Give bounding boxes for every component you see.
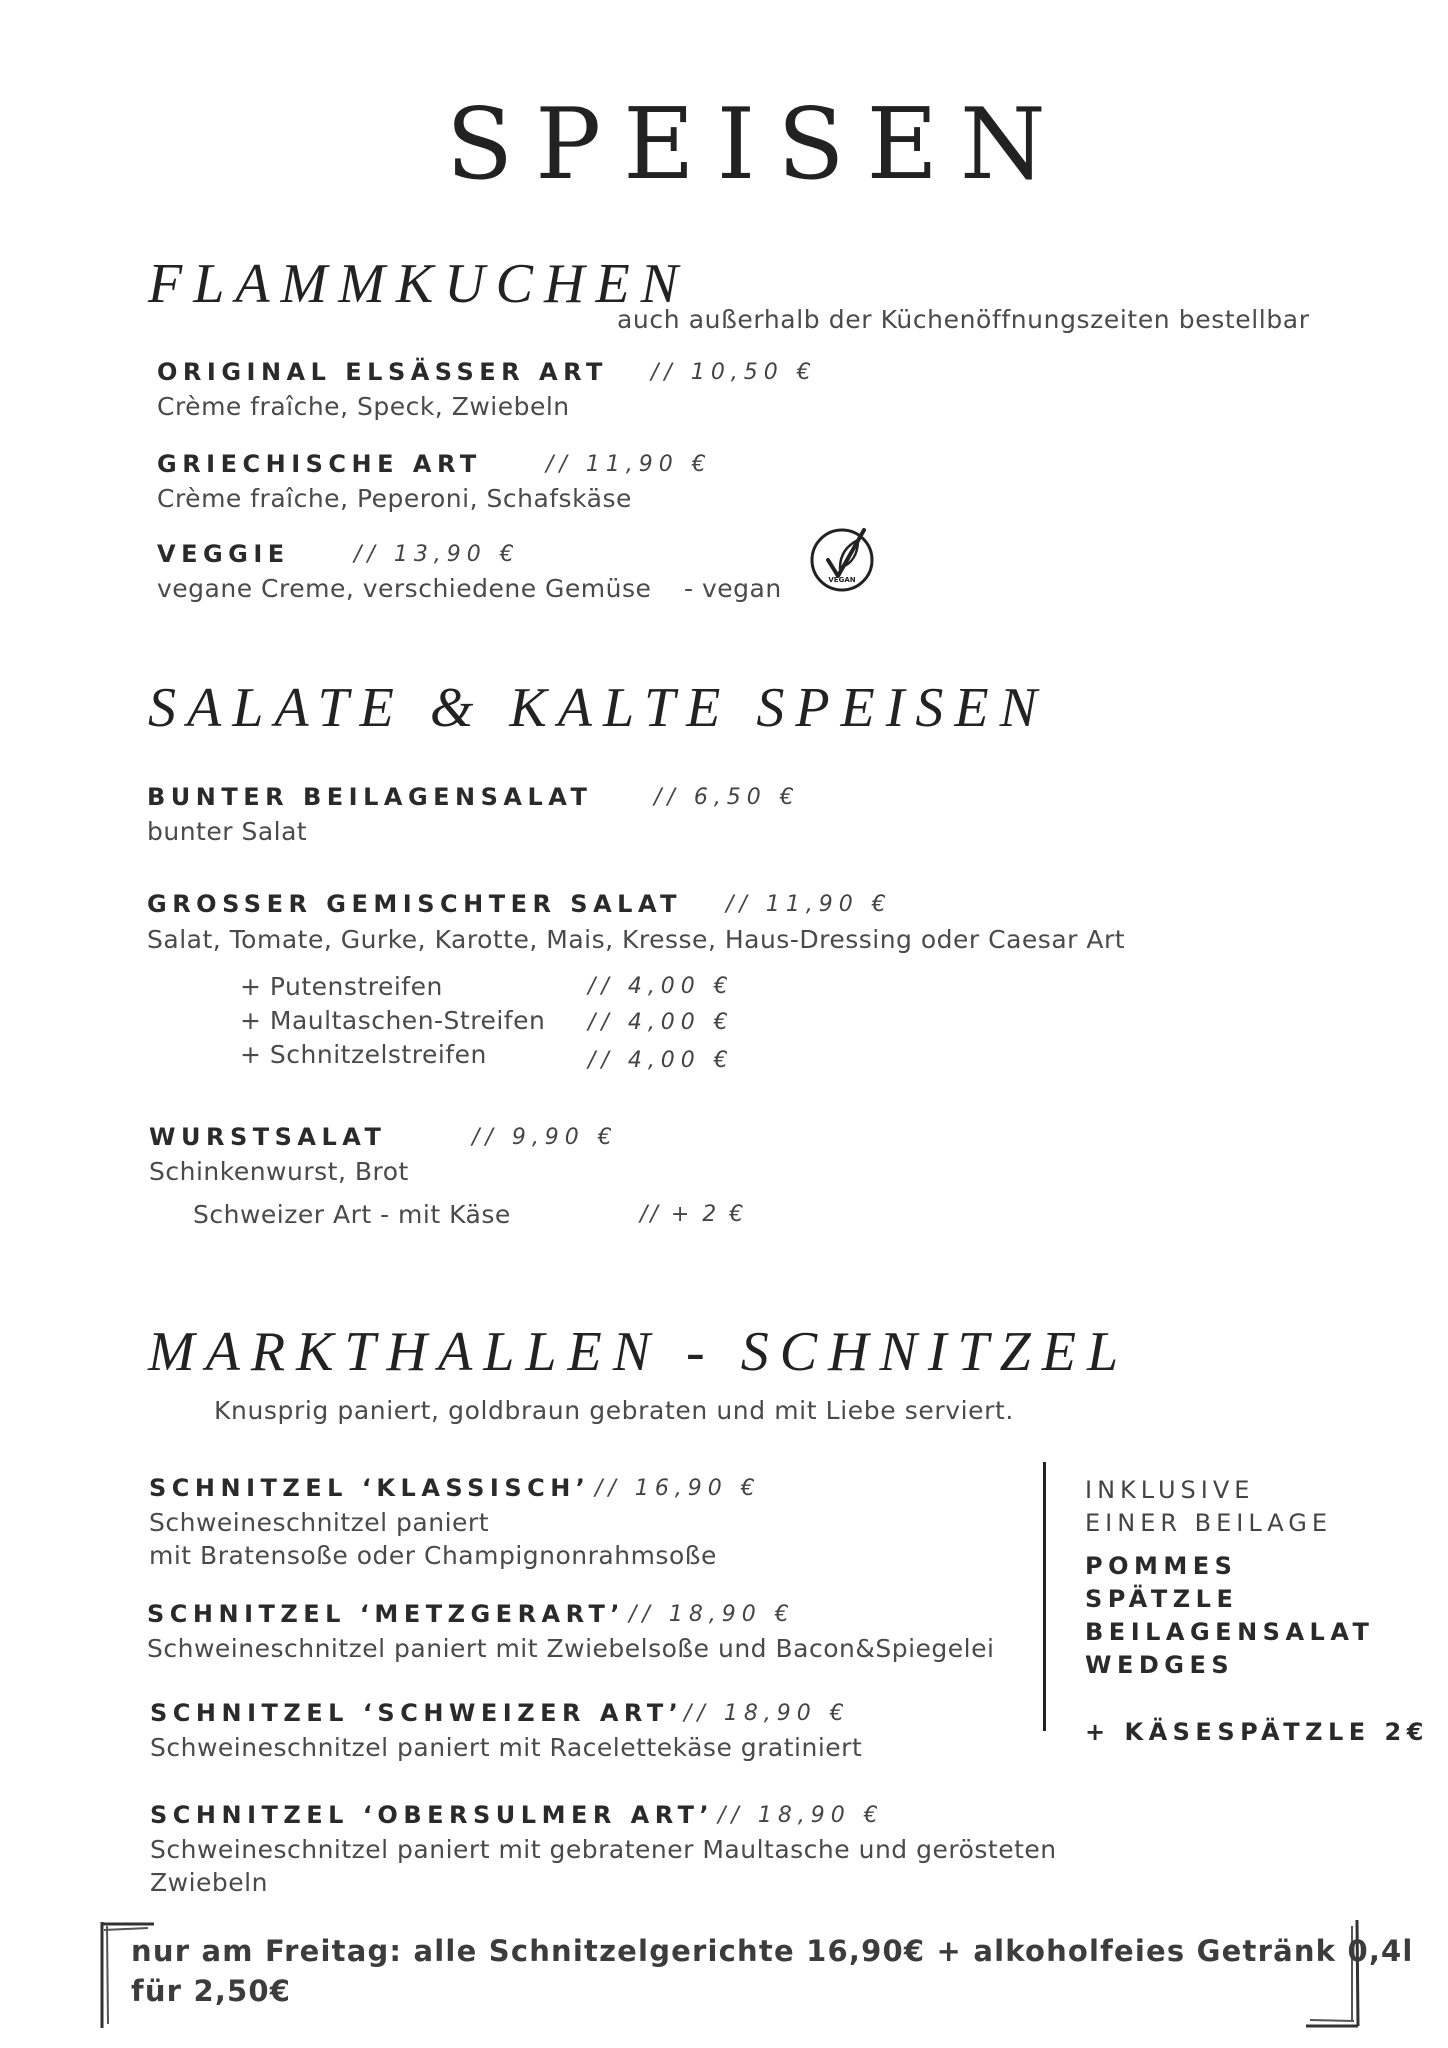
section-heading-flammkuchen: FLAMMKUCHEN xyxy=(148,253,689,315)
side-option: POMMES xyxy=(1085,1552,1238,1580)
extra-price: // 4,00 € xyxy=(588,1048,734,1073)
item-price: // 16,90 € xyxy=(595,1476,761,1501)
item-description: Schweineschnitzel paniert mit Racelettekäse gratiniert xyxy=(150,1733,863,1762)
vegan-tag: - vegan xyxy=(684,574,782,603)
item-description: Zwiebeln xyxy=(150,1868,268,1897)
side-inclusive-label: INKLUSIVE xyxy=(1085,1476,1255,1504)
item-description: Schweineschnitzel paniert mit gebratener Maultasche und gerösteten xyxy=(150,1835,1057,1864)
item-name: GROSSER GEMISCHTER SALAT xyxy=(147,890,683,918)
item-name: WURSTSALAT xyxy=(149,1123,387,1151)
side-divider xyxy=(1043,1462,1046,1731)
item-name: SCHNITZEL ‘OBERSULMER ART’ xyxy=(150,1801,715,1829)
item-price: // 11,90 € xyxy=(546,452,712,477)
extra-label: + Maultaschen-Streifen xyxy=(240,1006,546,1035)
option-label: Schweizer Art - mit Käse xyxy=(193,1200,511,1229)
page-title: SPEISEN xyxy=(446,88,1068,202)
item-price: // 10,50 € xyxy=(651,360,817,385)
item-price: // 11,90 € xyxy=(726,892,892,917)
item-description: Crème fraîche, Peperoni, Schafskäse xyxy=(157,484,632,513)
item-name: BUNTER BEILAGENSALAT xyxy=(147,783,593,811)
section-heading-salate: SALATE & KALTE SPEISEN xyxy=(148,677,1048,739)
side-extra: + KÄSESPÄTZLE 2€ xyxy=(1085,1718,1429,1746)
item-description: mit Bratensoße oder Champignonrahmsoße xyxy=(149,1541,717,1570)
footer-offer-line1: nur am Freitag: alle Schnitzelgerichte 16,90€ + alkoholfeies Getränk 0,4l xyxy=(131,1934,1414,1968)
extra-label: + Putenstreifen xyxy=(240,972,443,1001)
item-price: // 18,90 € xyxy=(629,1602,795,1627)
side-option: SPÄTZLE xyxy=(1085,1585,1239,1613)
item-price: // 18,90 € xyxy=(718,1803,884,1828)
extra-label: + Schnitzelstreifen xyxy=(240,1040,487,1069)
item-description: Schinkenwurst, Brot xyxy=(149,1157,409,1186)
side-option: WEDGES xyxy=(1085,1651,1235,1679)
item-price: // 9,90 € xyxy=(472,1125,618,1150)
section-heading-schnitzel: MARKTHALLEN - SCHNITZEL xyxy=(148,1321,1130,1383)
item-description: Schweineschnitzel paniert mit Zwiebelsoße und Bacon&Spiegelei xyxy=(147,1634,995,1663)
item-name: SCHNITZEL ‘METZGERART’ xyxy=(147,1600,626,1628)
side-beilage-label: EINER BEILAGE xyxy=(1085,1509,1333,1537)
svg-text:VEGAN: VEGAN xyxy=(828,576,856,584)
schnitzel-note: Knusprig paniert, goldbraun gebraten und mit Liebe serviert. xyxy=(214,1396,1014,1425)
footer-offer-line2: für 2,50€ xyxy=(131,1974,292,2008)
item-description: Schweineschnitzel paniert xyxy=(149,1508,490,1537)
item-price: // 13,90 € xyxy=(354,542,520,567)
item-price: // 6,50 € xyxy=(654,785,800,810)
item-name: ORIGINAL ELSÄSSER ART xyxy=(157,358,608,386)
item-description: Crème fraîche, Speck, Zwiebeln xyxy=(157,392,570,421)
extra-price: // 4,00 € xyxy=(588,974,734,999)
item-description: bunter Salat xyxy=(147,817,308,846)
vegan-badge-icon xyxy=(806,520,882,596)
item-description: Salat, Tomate, Gurke, Karotte, Mais, Kresse, Haus-Dressing oder Caesar Art xyxy=(147,925,1126,954)
item-name: VEGGIE xyxy=(157,540,290,568)
item-price: // 18,90 € xyxy=(684,1701,850,1726)
item-name: SCHNITZEL ‘KLASSISCH’ xyxy=(149,1474,591,1502)
item-description: vegane Creme, verschiedene Gemüse xyxy=(157,574,652,603)
side-option: BEILAGENSALAT xyxy=(1085,1618,1375,1646)
item-name: SCHNITZEL ‘SCHWEIZER ART’ xyxy=(150,1699,684,1727)
option-price: // + 2 € xyxy=(640,1202,747,1227)
extra-price: // 4,00 € xyxy=(588,1010,734,1035)
item-name: GRIECHISCHE ART xyxy=(157,450,482,478)
flammkuchen-note: auch außerhalb der Küchenöffnungszeiten bestellbar xyxy=(617,305,1310,334)
